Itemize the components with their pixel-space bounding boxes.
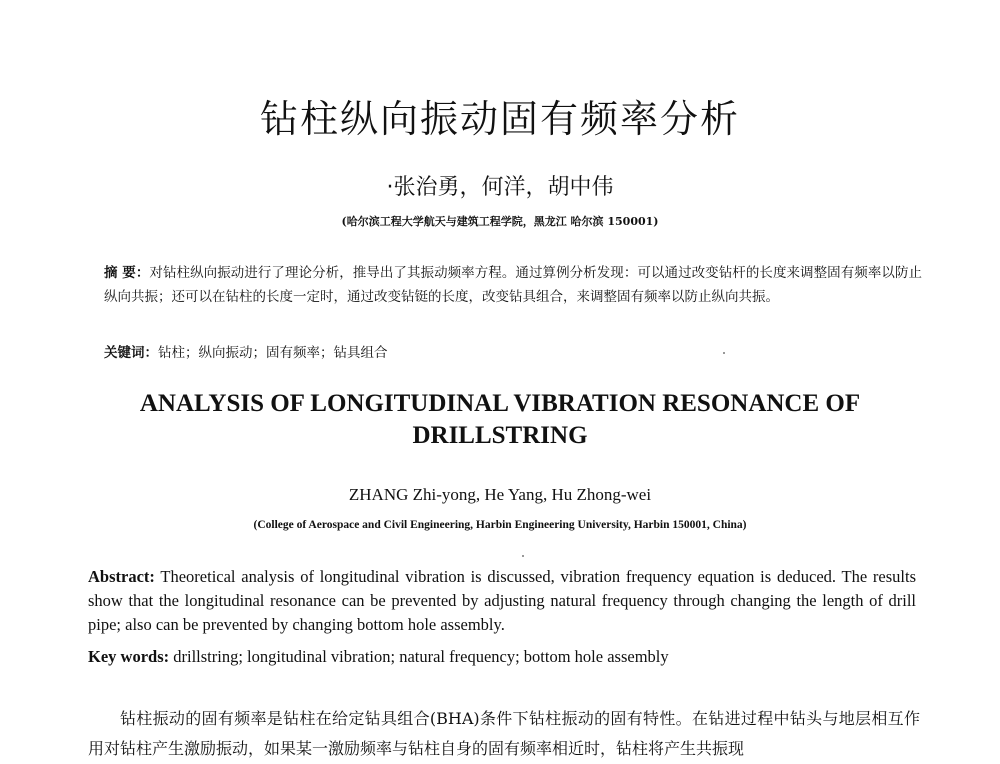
english-abstract-text: Theoretical analysis of longitudinal vibration is discussed, vibration frequency equation is deduced. The results show that the longitudinal resonance can be prevented by adjusting natural frequency through changing the length of drill pipe; also can be prevented by changing bottom hole assembly.: [88, 567, 917, 634]
english-authors: ZHANG Zhi-yong, He Yang, Hu Zhong-wei: [348, 485, 652, 504]
chinese-abstract-text: 对钻柱纵向振动进行了理论分析，推导出了其振动频率方程。通过算例分析发现：可以通过改变钻杆的长度来调整固有频率以防止纵向共振；还可以在钻柱的长度一定时，通过改变钻铤的长度，改变钻具组合，来调整固有频率以防止纵向共振。: [104, 265, 922, 305]
english-keywords: [88, 646, 916, 668]
body-paragraph: 钻柱振动的固有频率是钻柱在给定钻具组合(BHA)条件下钻柱振动的固有特性。在钻进过程中钻头与地层相互作用对钻柱产生激励振动，如果某一激励频率与钻柱自身的固有频率相近时，钻柱将产生共振现: [88, 709, 920, 758]
english-abstract: [88, 565, 916, 637]
chinese-keywords-label: 关键词：: [104, 345, 158, 361]
english-keywords-text: drillstring; longitudinal vibration; natural frequency; bottom hole assembly: [173, 647, 669, 666]
chinese-authors: ·张治勇，何洋，胡中伟: [386, 175, 614, 200]
chinese-keywords-text: 钻柱；纵向振动；固有频率；钻具组合: [158, 345, 388, 361]
english-affiliation: (College of Aerospace and Civil Engineering, Harbin Engineering University, Harbin 150001, China): [253, 519, 747, 531]
english-keywords-label: Key words:: [88, 647, 170, 666]
english-title: ANALYSIS OF LONGITUDINAL VIBRATION RESONANCE OF DRILLSTRING: [139, 390, 861, 449]
scan-speck: [522, 555, 524, 557]
english-abstract-label: Abstract:: [88, 567, 155, 586]
chinese-keywords: [104, 343, 922, 363]
chinese-affiliation: (哈尔滨工程大学航天与建筑工程学院，黑龙江 哈尔滨 150001): [341, 215, 659, 228]
chinese-title: 钻柱纵向振动固有频率分析: [259, 97, 740, 141]
scan-speck: [723, 352, 725, 354]
chinese-abstract-label: 摘 要：: [104, 265, 150, 281]
chinese-abstract: [104, 262, 922, 309]
